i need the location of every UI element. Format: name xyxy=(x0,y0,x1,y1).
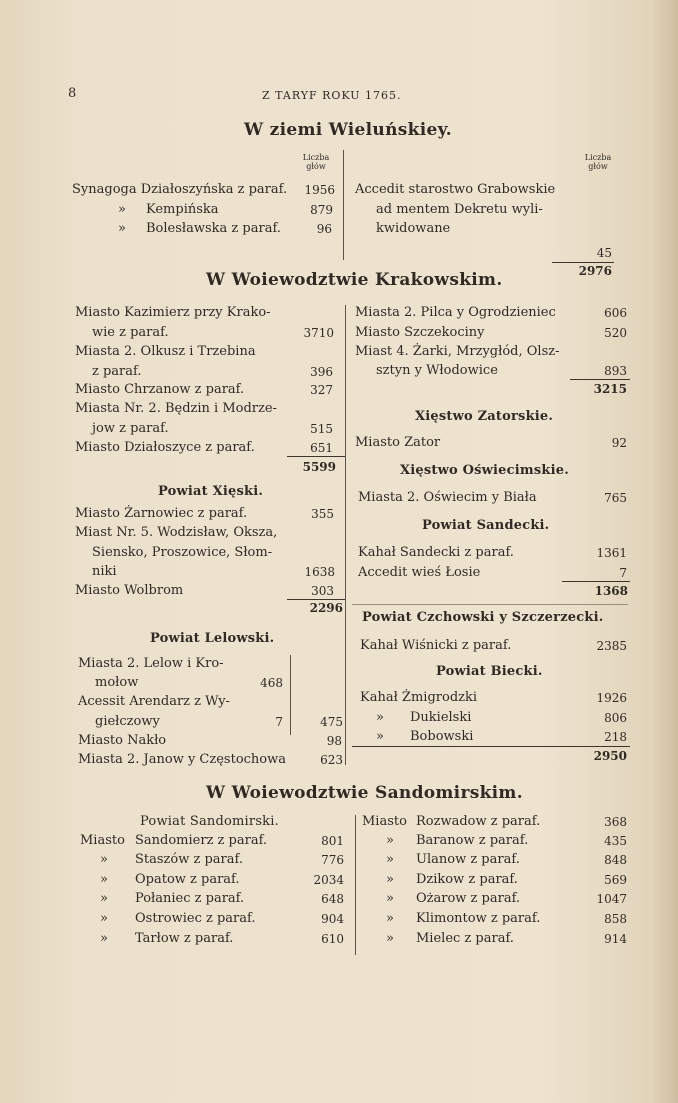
wielun-right-value: 45 xyxy=(596,246,612,260)
entry-line: Ożarow z paraf. xyxy=(416,891,521,906)
ditto-mark: » xyxy=(118,202,126,217)
ditto-mark: » xyxy=(386,833,394,848)
entry-value: 648 xyxy=(321,892,344,906)
wielun-right-line: kwidowane xyxy=(376,221,451,236)
entry-value: 776 xyxy=(321,853,344,867)
column-label-right: Liczba głów xyxy=(584,153,612,171)
entry-line: Sandomierz z paraf. xyxy=(135,833,268,848)
entry-line: Miasto Kazimierz przy Krako- xyxy=(75,305,271,320)
entry-line: wie z paraf. xyxy=(92,325,169,340)
column-divider xyxy=(345,305,346,765)
entry-value: 475 xyxy=(320,715,343,729)
entry-line: mołow xyxy=(95,675,139,690)
entry-value: 7 xyxy=(619,566,627,580)
entry-value: 806 xyxy=(604,711,627,725)
entry-line: Kahał Wiśnicki z paraf. xyxy=(360,638,512,653)
entry-line: Bobowski xyxy=(410,729,474,744)
entry-line: sztyn y Włodowice xyxy=(376,363,498,378)
entry-value: 1638 xyxy=(304,565,335,579)
entry-value: 606 xyxy=(604,306,627,320)
subsection-title: Powiat Xięski. xyxy=(158,484,264,499)
subsection-title: Powiat Biecki. xyxy=(436,664,543,679)
entry-value: 368 xyxy=(604,815,627,829)
entry-value: 765 xyxy=(604,491,627,505)
subsection-title: Xięstwo Oświecimskie. xyxy=(400,463,569,478)
ditto-mark: » xyxy=(376,710,384,725)
entry-inner-value: 468 xyxy=(260,676,283,690)
entry-value: 218 xyxy=(604,730,627,744)
page-number: 8 xyxy=(68,86,77,101)
entry-line: Miasto Zator xyxy=(355,435,441,450)
entry-line: Opatow z paraf. xyxy=(135,872,240,887)
bracket-line xyxy=(290,655,291,735)
entry-line: Miasto Wolbrom xyxy=(75,583,184,598)
entry-line: Miasto Działoszyce z paraf. xyxy=(75,440,255,455)
entry-value: 355 xyxy=(311,507,334,521)
entry-line: Staszów z paraf. xyxy=(135,852,243,867)
entry-line: z paraf. xyxy=(92,364,142,379)
entry-value: 848 xyxy=(604,853,627,867)
wielun-row-name: Bolesławska z paraf. xyxy=(146,221,281,236)
entry-line: Klimontow z paraf. xyxy=(416,911,541,926)
section-title-sandomierz: W Woiewodztwie Sandomirskim. xyxy=(206,783,523,803)
section-title-wielun: W ziemi Wieluńskiey. xyxy=(244,120,453,140)
wielun-row-name: Synagoga Działoszyńska z paraf. xyxy=(72,182,288,197)
sum-rule xyxy=(562,581,630,582)
entry-line: Miasto Żarnowiec z paraf. xyxy=(75,506,248,521)
column-label-left: Liczba głów xyxy=(302,153,330,171)
ditto-mark: » xyxy=(100,891,108,906)
block-total: 3215 xyxy=(593,382,627,396)
subsection-title: Powiat Czchowski y Szczerzecki. xyxy=(362,610,604,625)
ditto-mark: » xyxy=(100,852,108,867)
entry-line: Kahał Żmigrodzki xyxy=(360,690,478,705)
entry-line: Miasta 2. Oświecim y Biała xyxy=(358,490,537,505)
ditto-mark: » xyxy=(386,931,394,946)
column-divider xyxy=(355,815,356,955)
entry-line: Mielec z paraf. xyxy=(416,931,514,946)
entry-line: Miasto Chrzanow z paraf. xyxy=(75,382,245,397)
subsection-title: Powiat Sandomirski. xyxy=(140,814,279,829)
entry-line: Dzikow z paraf. xyxy=(416,872,518,887)
entry-line: Miasta 2. Lelow i Kro- xyxy=(78,656,224,671)
entry-line: Siensko, Proszowice, Słom- xyxy=(92,545,273,560)
wielun-row-value: 96 xyxy=(316,222,332,236)
section-title-krakow: W Woiewodztwie Krakowskim. xyxy=(206,270,503,290)
entry-inner-value: 7 xyxy=(275,715,283,729)
wielun-total: 2976 xyxy=(578,264,612,278)
entry-line: Acessit Arendarz z Wy- xyxy=(78,694,230,709)
entry-line: Miasto Nakło xyxy=(78,733,167,748)
subsection-title: Powiat Lelowski. xyxy=(150,631,275,646)
entry-value: 623 xyxy=(320,753,343,767)
sum-rule xyxy=(352,746,630,747)
entry-line: Ulanow z paraf. xyxy=(416,852,520,867)
subsection-title: Xięstwo Zatorskie. xyxy=(415,409,554,424)
entry-line: Miasta 2. Janow y Częstochowa xyxy=(78,752,286,767)
wielun-right-line: ad mentem Dekretu wyli- xyxy=(376,202,543,217)
entry-mark: Miasto xyxy=(80,833,125,848)
block-total: 2296 xyxy=(309,601,343,615)
entry-value: 858 xyxy=(604,912,627,926)
wielun-row-value: 879 xyxy=(310,203,333,217)
entry-line: Kahał Sandecki z paraf. xyxy=(358,545,514,560)
entry-value: 569 xyxy=(604,873,627,887)
entry-value: 3710 xyxy=(303,326,334,340)
wielun-row-value: 1956 xyxy=(304,183,335,197)
ditto-mark: » xyxy=(100,931,108,946)
entry-line: Baranow z paraf. xyxy=(416,833,529,848)
block-total: 2950 xyxy=(593,749,627,763)
ditto-mark: » xyxy=(386,911,394,926)
entry-value: 893 xyxy=(604,364,627,378)
entry-line: Miasta 2. Olkusz i Trzebina xyxy=(75,344,256,359)
entry-line: Accedit wieś Łosie xyxy=(358,565,481,580)
entry-line: Połaniec z paraf. xyxy=(135,891,245,906)
column-divider xyxy=(343,150,344,260)
entry-value: 520 xyxy=(604,326,627,340)
ditto-mark: » xyxy=(386,872,394,887)
entry-mark: Miasto xyxy=(362,814,407,829)
entry-line: jow z paraf. xyxy=(92,421,169,436)
entry-value: 1361 xyxy=(596,546,627,560)
entry-line: Miasta Nr. 2. Będzin i Modrze- xyxy=(75,401,277,416)
running-title: Z TARYF ROKU 1765. xyxy=(262,89,402,102)
block-total: 5599 xyxy=(302,460,336,474)
entry-line: Miast 4. Żarki, Mrzygłód, Olsz- xyxy=(355,344,560,359)
entry-value: 92 xyxy=(611,436,627,450)
entry-value: 2385 xyxy=(596,639,627,653)
entry-value: 1926 xyxy=(596,691,627,705)
entry-value: 98 xyxy=(326,734,342,748)
entry-value: 303 xyxy=(311,584,334,598)
ditto-mark: » xyxy=(386,852,394,867)
section-rule xyxy=(352,604,628,605)
entry-value: 904 xyxy=(321,912,344,926)
ditto-mark: » xyxy=(386,891,394,906)
entry-value: 327 xyxy=(310,383,333,397)
ditto-mark: » xyxy=(376,729,384,744)
entry-line: Miasta 2. Pilca y Ogrodzieniec xyxy=(355,305,556,320)
ditto-mark: » xyxy=(118,221,126,236)
entry-value: 396 xyxy=(310,365,333,379)
entry-value: 435 xyxy=(604,834,627,848)
block-total: 1368 xyxy=(594,584,628,598)
entry-line: Rozwadow z paraf. xyxy=(416,814,541,829)
entry-line: giełczowy xyxy=(95,714,160,729)
entry-line: Tarłow z paraf. xyxy=(135,931,234,946)
ditto-mark: » xyxy=(100,872,108,887)
entry-line: niki xyxy=(92,564,117,579)
entry-value: 515 xyxy=(310,422,333,436)
entry-line: Ostrowiec z paraf. xyxy=(135,911,256,926)
entry-value: 610 xyxy=(321,932,344,946)
entry-value: 2034 xyxy=(313,873,344,887)
entry-line: Miasto Szczekociny xyxy=(355,325,485,340)
entry-value: 914 xyxy=(604,932,627,946)
entry-value: 1047 xyxy=(596,892,627,906)
subsection-title: Powiat Sandecki. xyxy=(422,518,550,533)
sum-rule xyxy=(570,379,630,380)
ditto-mark: » xyxy=(100,911,108,926)
wielun-right-line: Accedit starostwo Grabowskie xyxy=(355,182,556,197)
wielun-row-name: Kempińska xyxy=(146,202,219,217)
sum-rule xyxy=(287,456,345,457)
entry-line: Dukielski xyxy=(410,710,472,725)
entry-line: Miast Nr. 5. Wodzisław, Oksza, xyxy=(75,525,278,540)
entry-value: 651 xyxy=(310,441,333,455)
entry-value: 801 xyxy=(321,834,344,848)
